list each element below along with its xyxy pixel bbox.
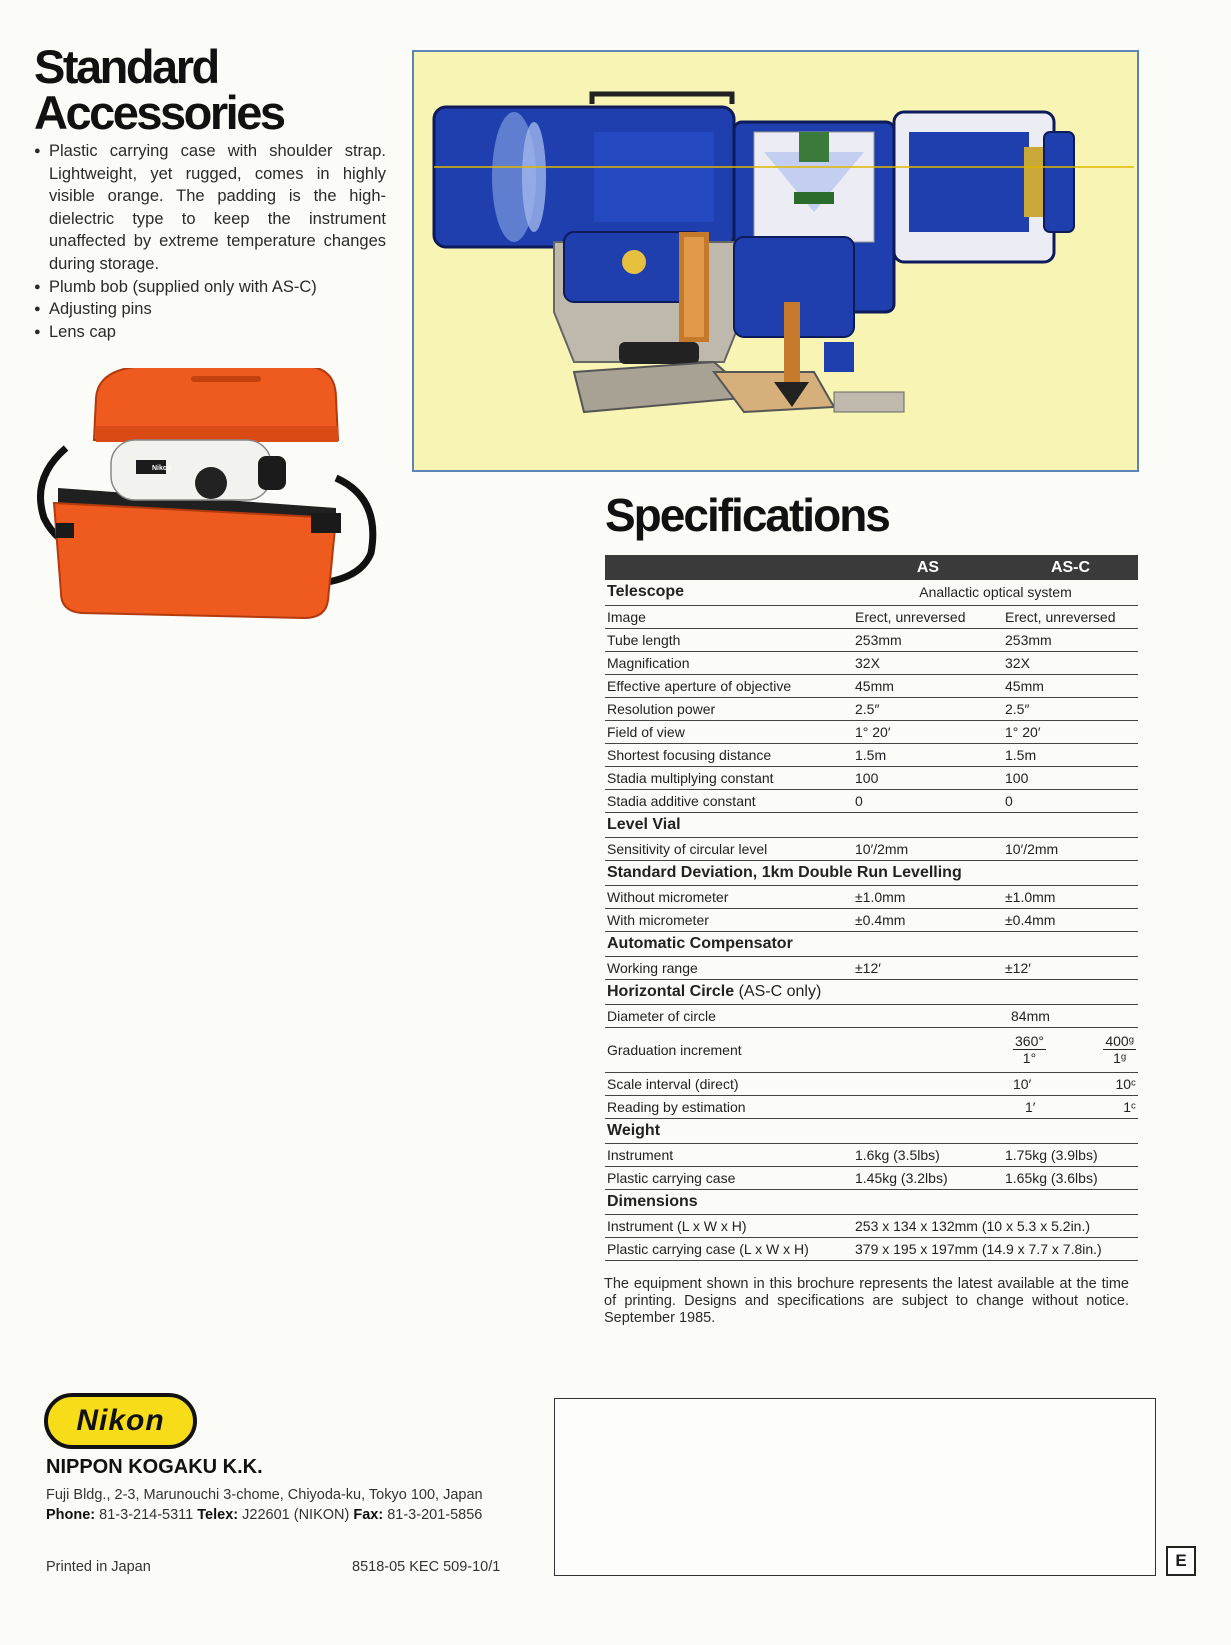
grad-gon: $\frac{\text{400ᵍ}}{\text{1ᵍ}}$ [1105, 1033, 1134, 1066]
table-row: With micrometer ±0.4mm ±0.4mm [605, 908, 1138, 931]
section-row [605, 1118, 1138, 1143]
contact-line: Phone: 81-3-214-5311 Telex: J22601 (NIKON) Fax: 81-3-201-5856 [46, 1507, 483, 1523]
table-row: Working range ±12′ ±12′ [605, 956, 1138, 979]
company-address [46, 1485, 483, 1525]
section-heading: Dimensions [605, 1189, 1138, 1214]
accessory-item: ● Adjusting pins [34, 298, 386, 321]
table-row: Sensitivity of circular level 10′/2mm 10′/2mm [605, 837, 1138, 860]
col-header-asc: AS-C [1003, 555, 1138, 580]
carrying-case-image [36, 368, 386, 633]
accessories-title-line2: Accessories [34, 86, 284, 139]
table-row: Scale interval (direct) 10′ 10ᶜ [605, 1072, 1138, 1095]
section-row [605, 931, 1138, 956]
accessories-list [34, 140, 386, 343]
company-name: NIPPON KOGAKU K.K. [46, 1456, 263, 1478]
table-row: Plastic carrying case (L x W x H) 379 x 195 x 197mm (14.9 x 7.7 x 7.8in.) [605, 1237, 1138, 1260]
table-header-row [605, 555, 1138, 580]
specifications-title: Specifications [605, 489, 889, 541]
section-heading-note: (AS-C only) [738, 982, 822, 1000]
accessories-title-line1: Standard [34, 40, 218, 93]
table-row: Resolution power 2.5″ 2.5″ [605, 697, 1138, 720]
accessory-item: ● Plastic carrying case with shoulder strap. Lightweight, yet rugged, comes in highly visible orange. The padding is the high-dielectric type to keep the instrument unaffected by extreme temperature changes during storage. [34, 140, 386, 276]
section-row [605, 1189, 1138, 1214]
nikon-logo: Nikon [44, 1393, 197, 1449]
table-row: Stadia multiplying constant 100 100 [605, 766, 1138, 789]
section-heading: Telescope [605, 580, 853, 605]
section-row [605, 812, 1138, 837]
section-note: Anallactic optical system [853, 580, 1138, 605]
section-heading: Level Vial [605, 812, 1138, 837]
dealer-stamp-box [554, 1398, 1156, 1576]
table-row: Tube length 253mm 253mm [605, 628, 1138, 651]
language-badge: E [1166, 1546, 1196, 1576]
cutaway-diagram [412, 50, 1139, 472]
table-row: Diameter of circle 84mm [605, 1004, 1138, 1027]
table-row: Instrument 1.6kg (3.5lbs) 1.75kg (3.9lbs) [605, 1143, 1138, 1166]
table-row: Instrument (L x W x H) 253 x 134 x 132mm (10 x 5.3 x 5.2in.) [605, 1214, 1138, 1237]
section-heading: Weight [605, 1118, 1138, 1143]
instrument-cutaway-image [414, 52, 1139, 472]
table-row: Plastic carrying case 1.45kg (3.2lbs) 1.65kg (3.6lbs) [605, 1166, 1138, 1189]
table-row: Effective aperture of objective 45mm 45mm [605, 674, 1138, 697]
section-heading: Standard Deviation, 1km Double Run Levelling [605, 860, 1138, 885]
table-row: Field of view 1° 20′ 1° 20′ [605, 720, 1138, 743]
accessory-item: ● Plumb bob (supplied only with AS-C) [34, 276, 386, 299]
printed-in-japan: Printed in Japan [46, 1559, 151, 1575]
table-row: Graduation increment $\frac{360^\circ}{1^\circ}$ $\frac{\text{400ᵍ}}{\text{1ᵍ}}$ [605, 1027, 1138, 1072]
section-heading: Horizontal Circle [607, 982, 735, 1000]
table-row: Without micrometer ±1.0mm ±1.0mm [605, 885, 1138, 908]
specifications-table [605, 555, 1138, 1261]
table-row: Magnification 32X 32X [605, 651, 1138, 674]
accessory-item: ● Lens cap [34, 321, 386, 344]
case-nikon-label: Nikon [152, 465, 172, 472]
disclaimer-text: The equipment shown in this brochure represents the latest available at the time of printing. Designs and specifications are subject to change without notice. September 1985. [604, 1276, 1129, 1326]
section-row [605, 979, 1138, 1004]
table-row: Shortest focusing distance 1.5m 1.5m [605, 743, 1138, 766]
accessories-title [34, 40, 284, 139]
table-row: Stadia additive constant 0 0 [605, 789, 1138, 812]
table-row: Image Erect, unreversed Erect, unreversed [605, 605, 1138, 628]
section-heading: Automatic Compensator [605, 931, 1138, 956]
grad-degree: $\frac{360^\circ}{1^\circ}$ [1015, 1033, 1044, 1066]
section-row [605, 860, 1138, 885]
catalog-code: 8518-05 KEC 509-10/1 [352, 1559, 501, 1575]
section-row [605, 580, 1138, 605]
table-row: Reading by estimation 1′ 1ᶜ [605, 1095, 1138, 1118]
col-header-as: AS [853, 555, 1003, 580]
address-line: Fuji Bldg., 2-3, Marunouchi 3-chome, Chiyoda-ku, Tokyo 100, Japan [46, 1487, 483, 1503]
